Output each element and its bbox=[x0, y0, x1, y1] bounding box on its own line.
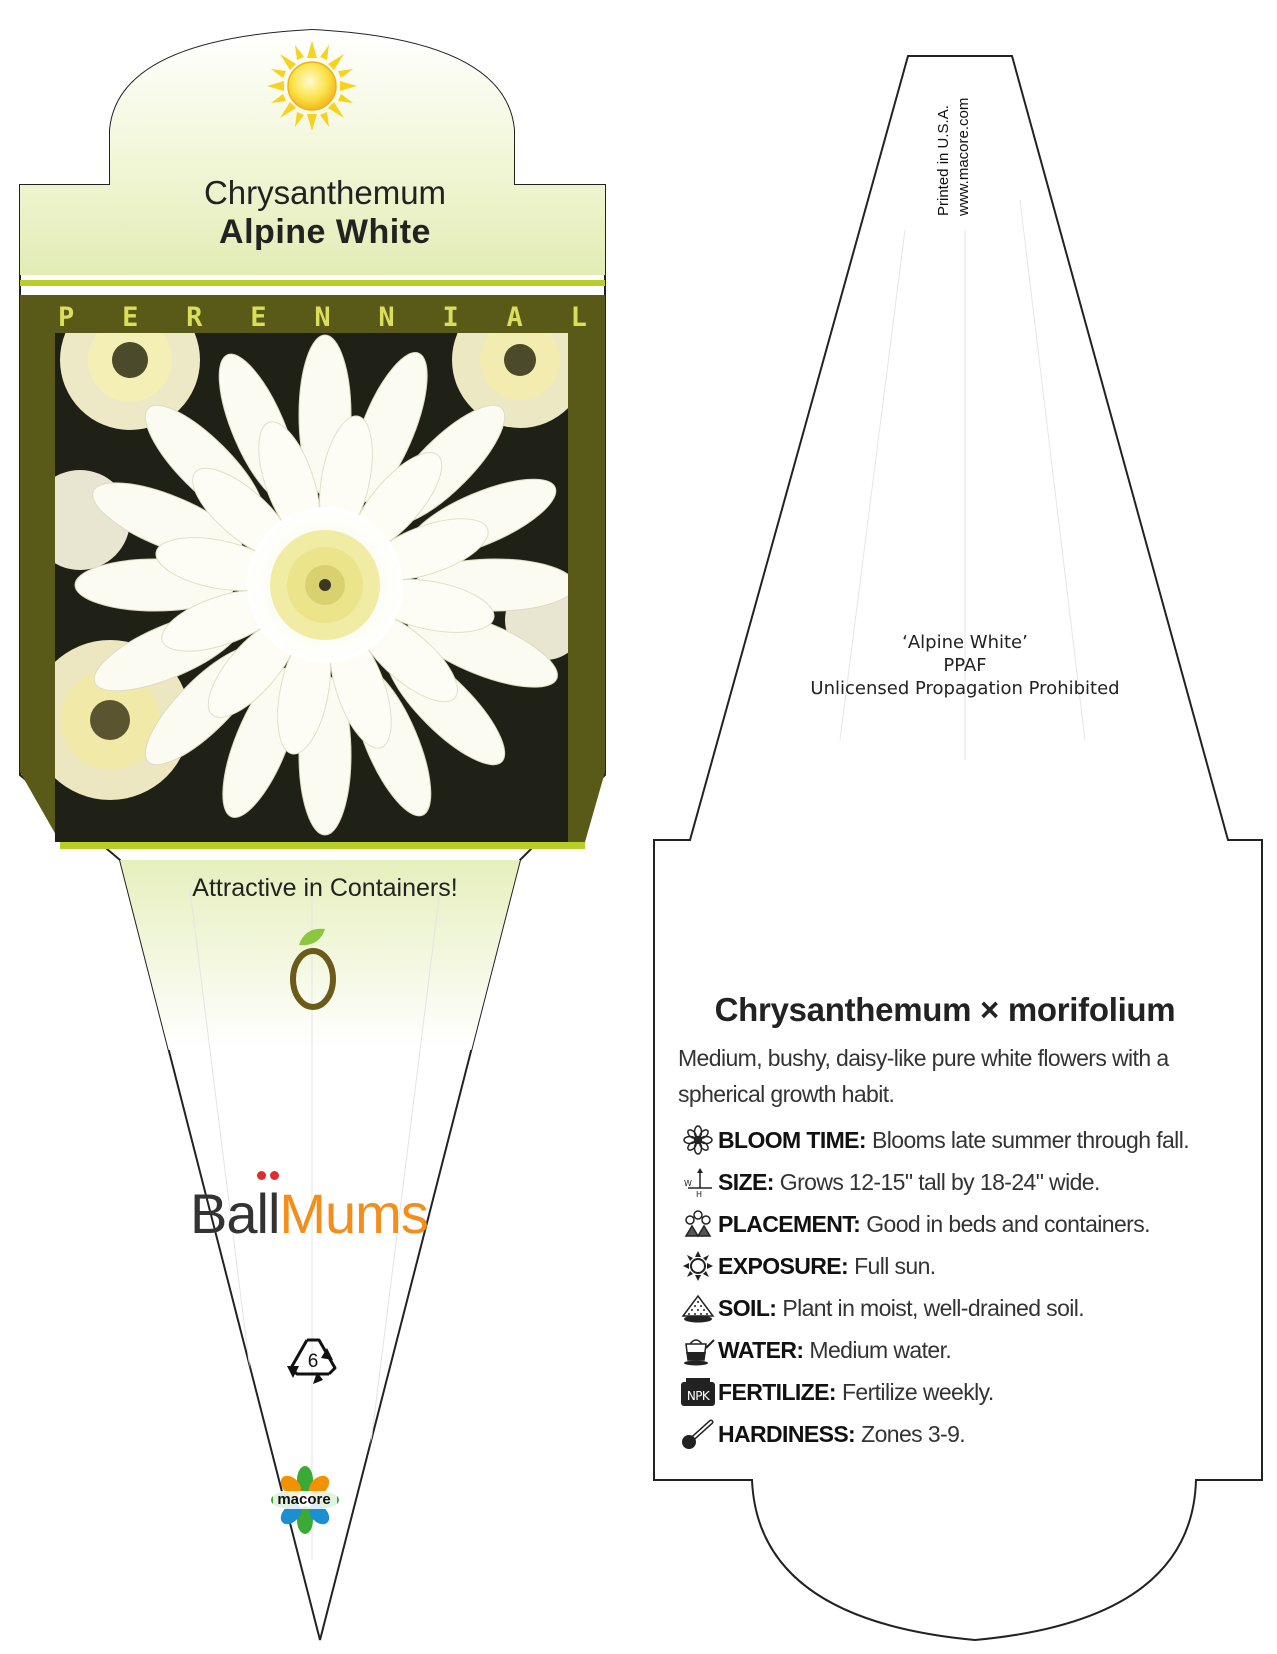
category-letter: N bbox=[378, 301, 395, 333]
attribute-water bbox=[678, 1332, 1258, 1368]
svg-text:H: H bbox=[696, 1190, 702, 1198]
attribute-value: Grows 12-15" tall by 18-24" wide. bbox=[779, 1168, 1100, 1195]
attribute-hardiness bbox=[678, 1416, 1258, 1452]
tagline: Attractive in Containers! bbox=[192, 874, 458, 902]
attribute-size bbox=[678, 1164, 1258, 1200]
plant-genus: Chrysanthemum bbox=[203, 174, 447, 211]
category-letter: R bbox=[186, 301, 203, 333]
attribute-fertilize bbox=[678, 1374, 1258, 1410]
category-letter: A bbox=[506, 301, 523, 333]
flower-photo bbox=[30, 290, 588, 842]
watering-can-icon bbox=[678, 1332, 718, 1368]
attribute-placement bbox=[678, 1206, 1258, 1242]
legal-line: ‘Alpine White’ bbox=[902, 632, 1028, 653]
category-letter: E bbox=[250, 301, 267, 333]
attribute-label: HARDINESS: bbox=[718, 1420, 856, 1447]
thermometer-icon bbox=[678, 1416, 718, 1452]
description-line: spherical growth habit. bbox=[678, 1081, 895, 1107]
placement-icon bbox=[678, 1206, 718, 1242]
npk-icon bbox=[678, 1374, 718, 1410]
attribute-label: SOIL: bbox=[718, 1294, 777, 1321]
species-name: Chrysanthemum × morifolium bbox=[714, 991, 1176, 1028]
soil-icon bbox=[678, 1290, 718, 1326]
plant-cultivar: Alpine White bbox=[219, 213, 431, 251]
attribute-label: EXPOSURE: bbox=[718, 1252, 849, 1279]
printer-url: www.macore.com bbox=[955, 97, 972, 216]
npk-text: NPK bbox=[686, 1389, 710, 1403]
sun-icon bbox=[267, 41, 357, 131]
attribute-label: BLOOM TIME: bbox=[718, 1126, 866, 1153]
printer-info bbox=[935, 48, 985, 218]
attribute-value: Plant in moist, well-drained soil. bbox=[782, 1294, 1085, 1321]
description-line: Medium, bushy, daisy-like pure white flowers with a bbox=[678, 1045, 1169, 1071]
svg-text:W: W bbox=[684, 1179, 692, 1188]
attribute-bloom-time bbox=[678, 1122, 1258, 1158]
category-letter: E bbox=[122, 301, 139, 333]
printed-in: Printed in U.S.A. bbox=[935, 105, 952, 216]
attribute-value: Blooms late summer through fall. bbox=[872, 1126, 1189, 1153]
attribute-label: PLACEMENT: bbox=[718, 1210, 861, 1237]
recycle-code: 6 bbox=[307, 1351, 319, 1372]
category-letter: L bbox=[570, 301, 587, 333]
size-icon bbox=[678, 1164, 718, 1200]
brand-ball: Ball bbox=[190, 1182, 280, 1245]
attribute-label: SIZE: bbox=[718, 1168, 774, 1195]
attribute-value: Fertilize weekly. bbox=[841, 1378, 994, 1405]
brand-mums: Mums bbox=[279, 1182, 428, 1245]
attribute-soil bbox=[678, 1290, 1258, 1326]
legal-notice bbox=[765, 631, 1165, 700]
brand-dot-icon bbox=[270, 1171, 279, 1180]
attribute-value: Zones 3-9. bbox=[861, 1420, 966, 1447]
brand-logo bbox=[190, 1181, 450, 1251]
brand-dot-icon bbox=[257, 1171, 266, 1180]
attribute-exposure bbox=[678, 1248, 1258, 1284]
flower-icon bbox=[678, 1122, 718, 1158]
sun-icon bbox=[678, 1248, 718, 1284]
description bbox=[678, 1040, 1238, 1112]
category-letter: P bbox=[58, 301, 75, 333]
category-banner bbox=[20, 297, 625, 337]
printer-logo-text: macore bbox=[277, 1491, 331, 1508]
attribute-value: Medium water. bbox=[809, 1336, 952, 1363]
attribute-value: Full sun. bbox=[854, 1252, 936, 1279]
attribute-label: FERTILIZE: bbox=[718, 1378, 836, 1405]
legal-line: PPAF bbox=[943, 655, 987, 676]
category-letter: N bbox=[314, 301, 331, 333]
attribute-value: Good in beds and containers. bbox=[866, 1210, 1150, 1237]
legal-line: Unlicensed Propagation Prohibited bbox=[810, 678, 1120, 699]
attribute-label: WATER: bbox=[718, 1336, 804, 1363]
category-letter: I bbox=[442, 301, 459, 333]
